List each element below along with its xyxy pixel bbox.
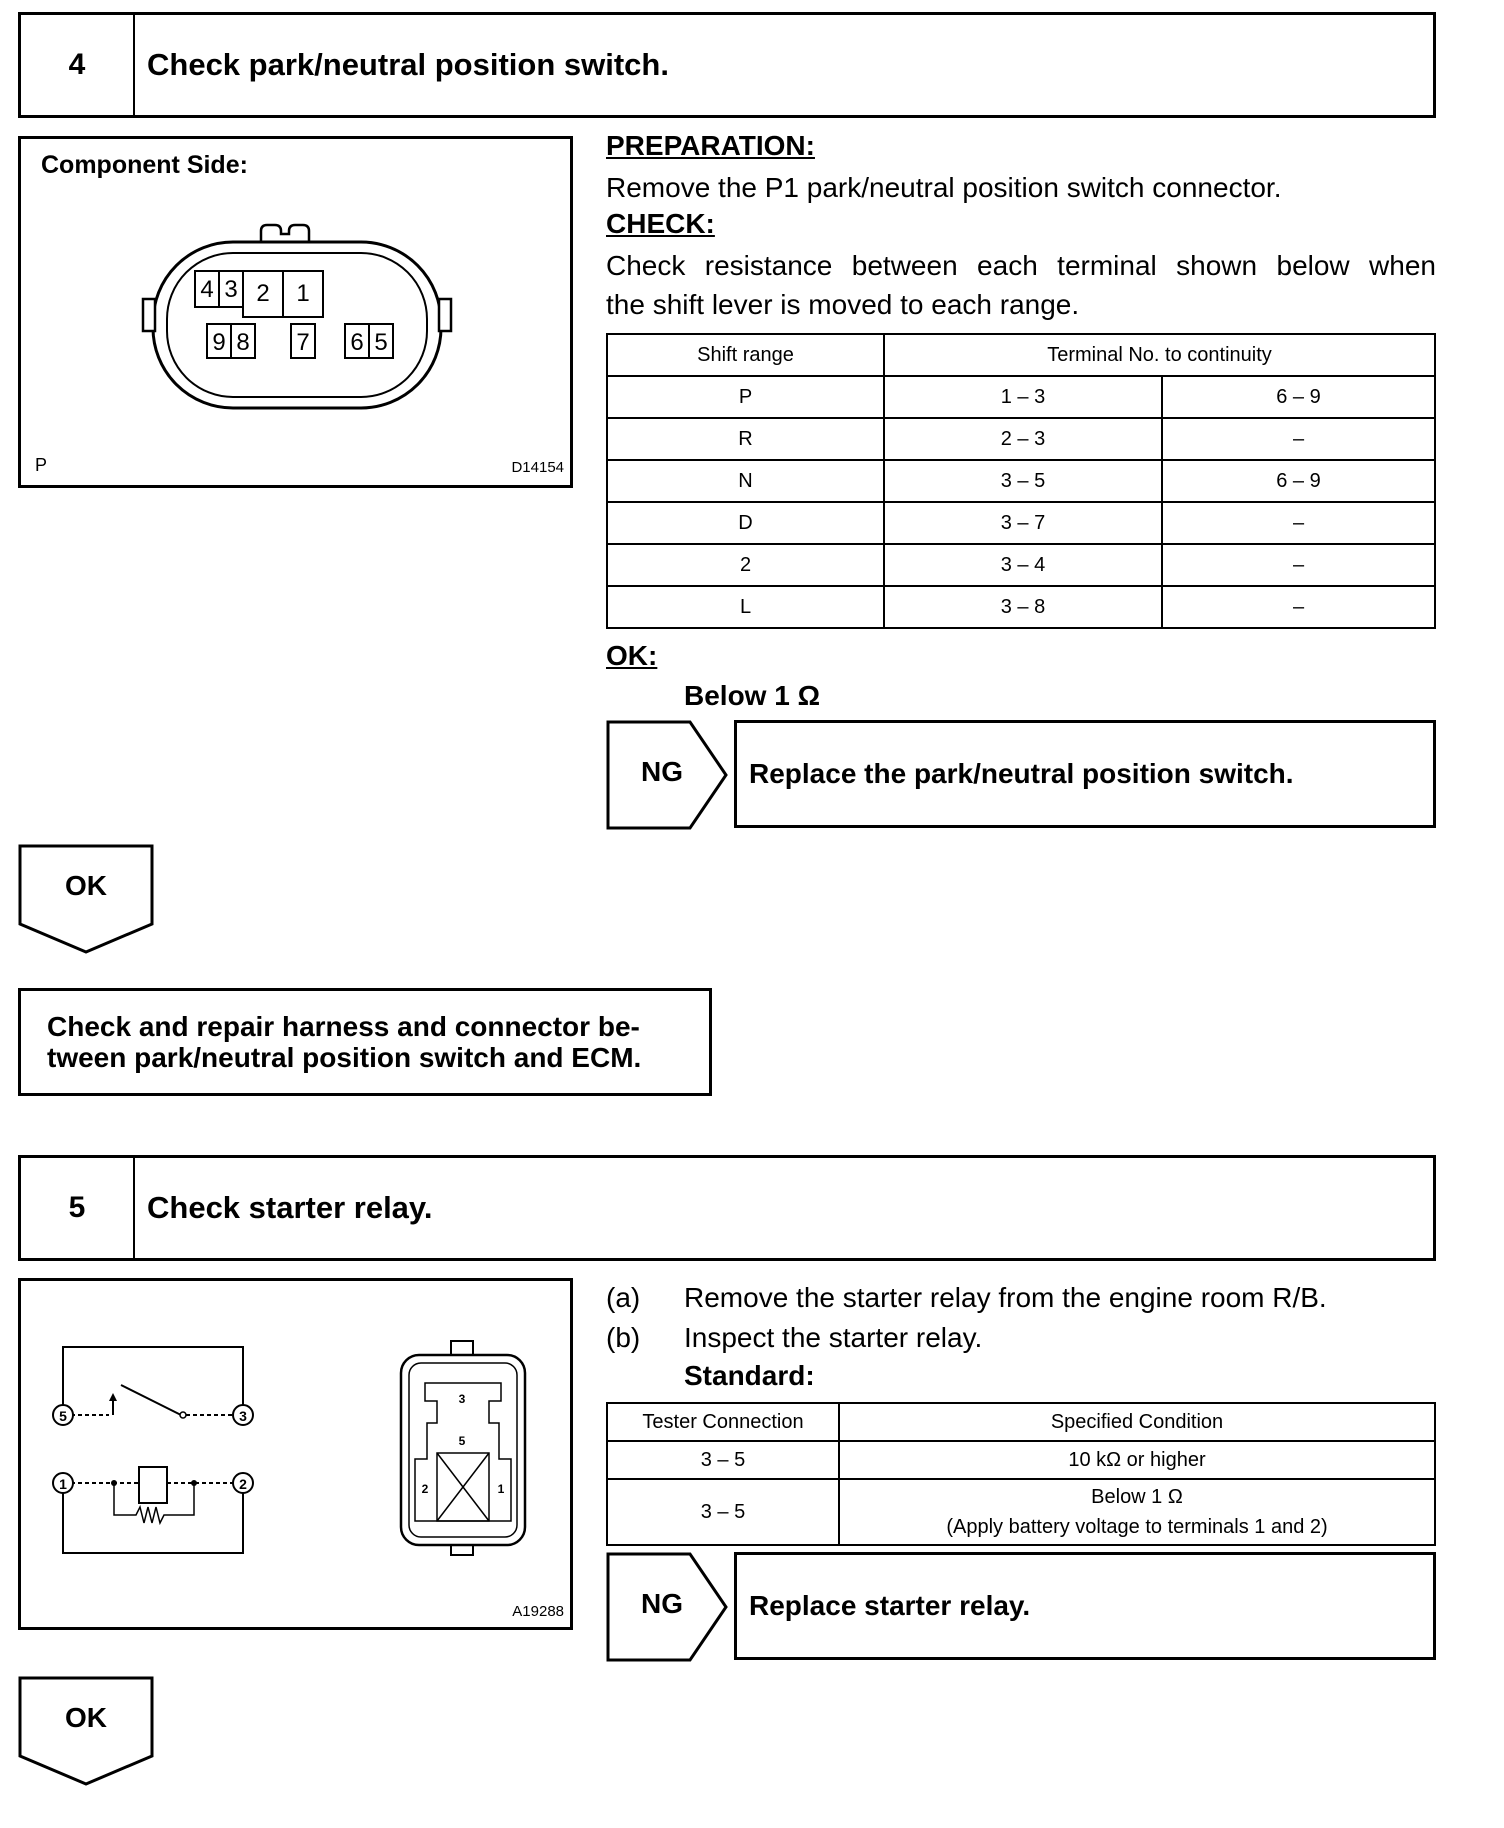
standard-heading: Standard: <box>684 1360 815 1391</box>
step-4-header <box>18 12 1436 118</box>
ok-label: OK <box>65 870 107 901</box>
relay-pin-label: 5 <box>458 1434 466 1448</box>
pin-label: 6 <box>350 329 364 356</box>
table-cell: L <box>607 586 884 628</box>
table-header-cell: Tester Connection <box>607 1403 839 1441</box>
pin-label: 5 <box>374 329 388 356</box>
condition-note: (Apply battery voltage to terminals 1 and 2) <box>946 1516 1328 1538</box>
step-number: 4 <box>21 15 135 115</box>
table-row <box>607 376 1435 418</box>
table-row <box>607 418 1435 460</box>
table-cell: 3 – 7 <box>884 502 1162 544</box>
pin-label: 1 <box>296 280 310 307</box>
terminal-label: 3 <box>239 1408 247 1424</box>
next-action-box <box>18 988 712 1096</box>
table-cell: 2 <box>607 544 884 586</box>
terminal-label: 5 <box>59 1408 67 1424</box>
table-header-row <box>607 334 1435 376</box>
table-row <box>607 544 1435 586</box>
preparation-heading: PREPARATION: <box>606 130 815 161</box>
ng-action: Replace the park/neutral position switch. <box>734 720 1436 828</box>
pin-label: 3 <box>224 276 238 303</box>
pin-label: 9 <box>212 329 226 356</box>
pin-label: 4 <box>200 276 214 303</box>
relay-pin-label: 3 <box>458 1392 466 1406</box>
relay-diagram <box>21 1281 570 1627</box>
table-cell: R <box>607 418 884 460</box>
condition-line: Below 1 Ω <box>1091 1486 1183 1508</box>
connector-figure <box>18 136 573 488</box>
ng-label: NG <box>641 756 683 787</box>
continuity-table <box>606 333 1436 629</box>
table-cell: 1 – 3 <box>884 376 1162 418</box>
table-cell: P <box>607 376 884 418</box>
table-cell: 3 – 8 <box>884 586 1162 628</box>
terminal-label: 1 <box>59 1476 67 1492</box>
table-cell: 3 – 5 <box>607 1441 839 1479</box>
step-number: 5 <box>21 1158 135 1258</box>
relay-figure <box>18 1278 573 1630</box>
next-action-line: tween park/neutral position switch and ECM. <box>47 1042 642 1073</box>
table-row <box>607 1441 1435 1479</box>
table-row <box>607 460 1435 502</box>
ok-label: OK <box>65 1702 107 1733</box>
table-row <box>607 586 1435 628</box>
table-cell: 3 – 5 <box>884 460 1162 502</box>
check-text: the shift lever is moved to each range. <box>606 289 1080 320</box>
figure-code: A19288 <box>512 1603 564 1620</box>
check-heading: CHECK: <box>606 208 715 239</box>
table-cell <box>839 1479 1435 1545</box>
ok-heading: OK: <box>606 640 658 671</box>
table-cell: – <box>1162 418 1435 460</box>
preparation-text: Remove the P1 park/neutral position switch connector. <box>606 172 1282 203</box>
figure-corner-label: P <box>35 455 48 475</box>
list-marker: (b) <box>606 1322 641 1353</box>
table-header-cell: Shift range <box>607 334 884 376</box>
table-cell: – <box>1162 502 1435 544</box>
step-title: Check starter relay. <box>147 1190 433 1225</box>
table-cell: 3 – 5 <box>607 1479 839 1545</box>
standard-table <box>606 1402 1436 1546</box>
table-cell: D <box>607 502 884 544</box>
table-header-cell: Terminal No. to continuity <box>884 334 1435 376</box>
pin-label: 8 <box>236 329 250 356</box>
list-item: Remove the starter relay from the engine room R/B. <box>684 1282 1327 1313</box>
table-row <box>607 502 1435 544</box>
connector-diagram <box>21 139 570 485</box>
next-action-line: Check and repair harness and connector be- <box>47 1011 640 1042</box>
step-5-header <box>18 1155 1436 1261</box>
pin-label: 7 <box>296 329 310 356</box>
pin-label: 2 <box>256 280 270 307</box>
table-cell: 2 – 3 <box>884 418 1162 460</box>
table-row <box>607 1479 1435 1545</box>
step-title: Check park/neutral position switch. <box>147 47 669 82</box>
check-text: Check resistance between each terminal shown below when <box>606 250 1436 281</box>
table-cell: 10 kΩ or higher <box>839 1441 1435 1479</box>
table-cell: – <box>1162 586 1435 628</box>
ng-label: NG <box>641 1588 683 1619</box>
table-cell: 6 – 9 <box>1162 376 1435 418</box>
table-cell: N <box>607 460 884 502</box>
ok-value: Below 1 Ω <box>684 680 821 711</box>
figure-caption: Component Side: <box>41 151 248 179</box>
relay-pin-label: 1 <box>497 1482 505 1496</box>
relay-pin-label: 2 <box>421 1482 429 1496</box>
figure-code: D14154 <box>511 459 564 476</box>
table-cell: 3 – 4 <box>884 544 1162 586</box>
terminal-label: 2 <box>239 1476 247 1492</box>
list-marker: (a) <box>606 1282 641 1313</box>
table-header-row <box>607 1403 1435 1441</box>
list-item: Inspect the starter relay. <box>684 1322 983 1353</box>
table-cell: 6 – 9 <box>1162 460 1435 502</box>
ng-action: Replace starter relay. <box>734 1552 1436 1660</box>
table-cell: – <box>1162 544 1435 586</box>
table-header-cell: Specified Condition <box>839 1403 1435 1441</box>
